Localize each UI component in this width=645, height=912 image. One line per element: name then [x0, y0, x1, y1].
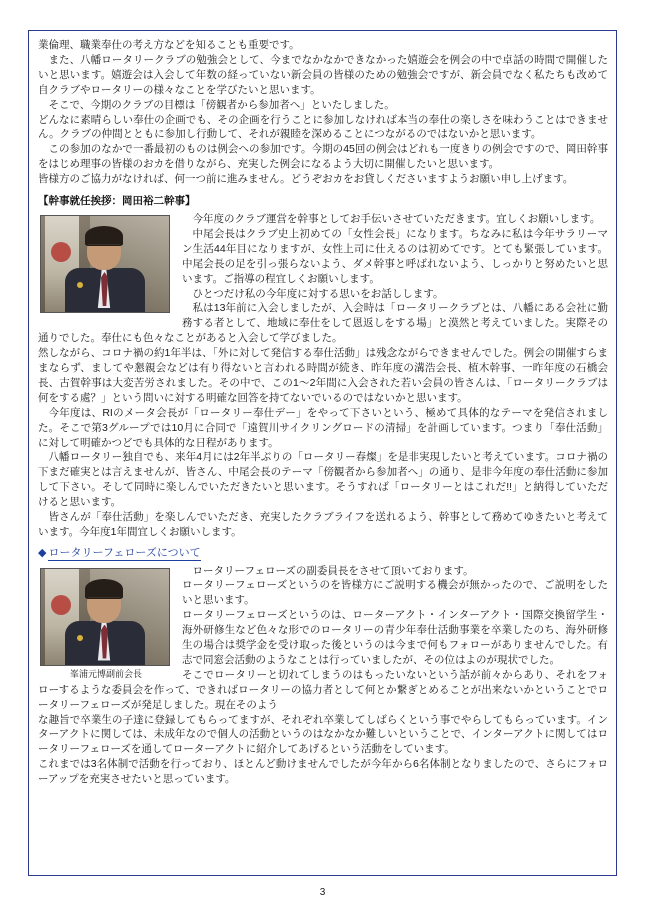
paragraph: ロータリーフェローズというのは、ローターアクト・インターアクト・国際交換留学生・海外研修生など色々な形でのロータリーの青少年奉仕活動事業を卒業したのち、海外研修生の場合は奨学金を受け取った後というのは今まで何もフォローがありませんでした。有志で同窓会活動のようなことは行っていましたが、その位はよのが現状でした。 [182, 609, 608, 666]
secretary-section [38, 212, 608, 346]
paragraph: 業倫理、職業奉仕の考え方などを知ることも重要です。 [38, 39, 300, 51]
paragraph: 八幡ロータリー独自でも、来年4月には2年半ぶりの「ロータリー春燦」を是非実現したいと考えています。コロナ禍の下まだ確実とは言えませんが、皆さん、中尾会長のテーマ「傍観者から参加者へ」の通り、是非今年度の奉仕活動に参加して下さい。そして同時に楽しんでいただきたいと思います。そうすれば「ロータリーとはこれだ!!」と納得していただけると思います。 [38, 451, 608, 509]
paragraph: 今年度のクラブ運営を幹事としてお手伝いさせていただきます。宜しくお願いします。 [192, 212, 601, 225]
portrait-caption: 峯浦元博副前会長 [69, 668, 142, 679]
okada-yuji-portrait [40, 215, 170, 313]
paragraph: 中尾会長はクラブ史上初めての「女性会長」になります。ちなみに私は今年サラリーマン生活44年目になりますが、女性上司に仕えるのは初めてです。とても緊張しています。中尾会長の足を引っ張らないよう、ダメ幹事と呼ばれないよう、しっかりと努めたいと思います。ご指導の程宜しくお願いします。 [182, 227, 608, 285]
portrait-block [40, 215, 172, 315]
paragraph: そこで、今期のクラブの目標は「傍観者から参加者へ」といたしました。 [48, 98, 395, 111]
portrait-block [40, 568, 172, 681]
paragraph: また、八幡ロータリークラブの勉強会として、今までなかなかできなかった嬉遊会を例会の中で卓話の時間で開催したいと思います。嬉遊会は入会して年数の経っていない新会員の皆様のための勉強会ですが、新会員でなく私たちも改めて自クラブやロータリーの様々なことを学びたいと思います。 [38, 53, 608, 96]
paragraph: これまでは3名体制で活動を行っており、ほとんど動けませんでしたが今年から6名体制となりましたので、さらにフォローアップを充実させたいと思っています。 [38, 758, 608, 786]
paragraph: どんなに素晴らしい奉仕の企画でも、その企画を行うことに参加しなければ本当の奉仕の楽しさを味わうことはできません。クラブの仲間とともに参加し行動して、それが親睦を深めることにつながるのではないかと思います。 [38, 113, 608, 141]
page-content [38, 38, 608, 787]
section-heading-secretary: 【幹事就任挨拶：岡田裕二幹事】 [38, 195, 196, 208]
paragraph: 皆様方のご協力がなければ、何一つ前に進みません。どうぞおカをお貸しくださいますようお願い申し上げます。 [38, 173, 574, 186]
diamond-icon: ◆ [38, 546, 47, 559]
paragraph: ロータリーフェローズというのを皆様方にご説明する機会が無かったので、ご説明をしたいと思います。 [182, 579, 608, 607]
paragraph: そこでロータリーと切れてしまうのはもったいないという話が前々からあり、それをフォローするような委員会を作って、できればロータリーの協力者として何とか繋ぎとめることが出来ないかということでロータリーフェローズが発足しました。現在そのよう [38, 668, 608, 711]
paragraph: 然しながら、コロナ禍の約1年半は、「外に対して発信する奉仕活動」は残念ながらできませんでした。例会の開催すらままならず、ましてや懇親会などは有り得ないと言われる時間が続き、昨年度の溝浩会長、植木幹事、一昨年度の石橋会長、古賀幹事は大変苦労されました。その中で、この1～2年間に入会された若い会員の皆さんは、「ロータリークラブは何をする處？」という問いに対する明確な回答を持てないでいるのではないかと思います。 [38, 347, 608, 404]
paragraph: ロータリーフェローズの副委員長をさせて頂いております。 [192, 564, 474, 577]
paragraph: 皆さんが「奉仕活動」を楽しんでいただき、充実したクラブライフを送れるよう、幹事として務めてゆきたいと考えています。今年度1年間宜しくお願いします。 [38, 511, 608, 538]
paragraph: 私は13年前に入会しましたが、入会時は「ロータリークラブとは、八幡にある会社に勤務する者として、地域に奉仕をして恩返しをする場」と漠然と考えていました。実際その通りでした。奉仕にも色々なことがあると入会して学びました。 [38, 302, 608, 345]
paragraph: この参加のなかで一番最初のものは例会への参加です。今期の45回の例会はどれも一度きりの例会ですので、岡田幹事をはじめ理事の皆様のおカを借りながら、充実した例会になるよう大切に開催したいと思います。 [38, 143, 608, 171]
paragraph: 今年度は、RIのメータ会長が「ロータリー奉仕デー」をやって下さいという、極めて具体的なテーマを発信されました。そこで第3グループでは10月に合同で「遠賀川サイクリングロードの清掃」を計画しています。つまり「奉仕活動」に対して明確かつどでも具体的な日程があります。 [38, 406, 608, 449]
section-heading-fellows-label: ロータリーフェローズについて [48, 546, 201, 559]
section-heading-fellows [38, 546, 608, 562]
page-number: 3 [319, 887, 326, 898]
mineura-portrait [40, 568, 170, 666]
paragraph: な趣旨で卒業生の子達に登録してもらってますが、それぞれ卒業してしばらくという事でやらしてもらっています。インターアクトに関しては、未成年なので個人の活動というのはなかなか難しいということで、インターアクトに関してはロータリーフェローズを通してローターアクトに紹介してあげるという活動をしています。 [38, 713, 608, 756]
paragraph: ひとつだけ私の今年度に対する思いをお話しします。 [192, 287, 444, 300]
fellows-section [38, 564, 608, 713]
